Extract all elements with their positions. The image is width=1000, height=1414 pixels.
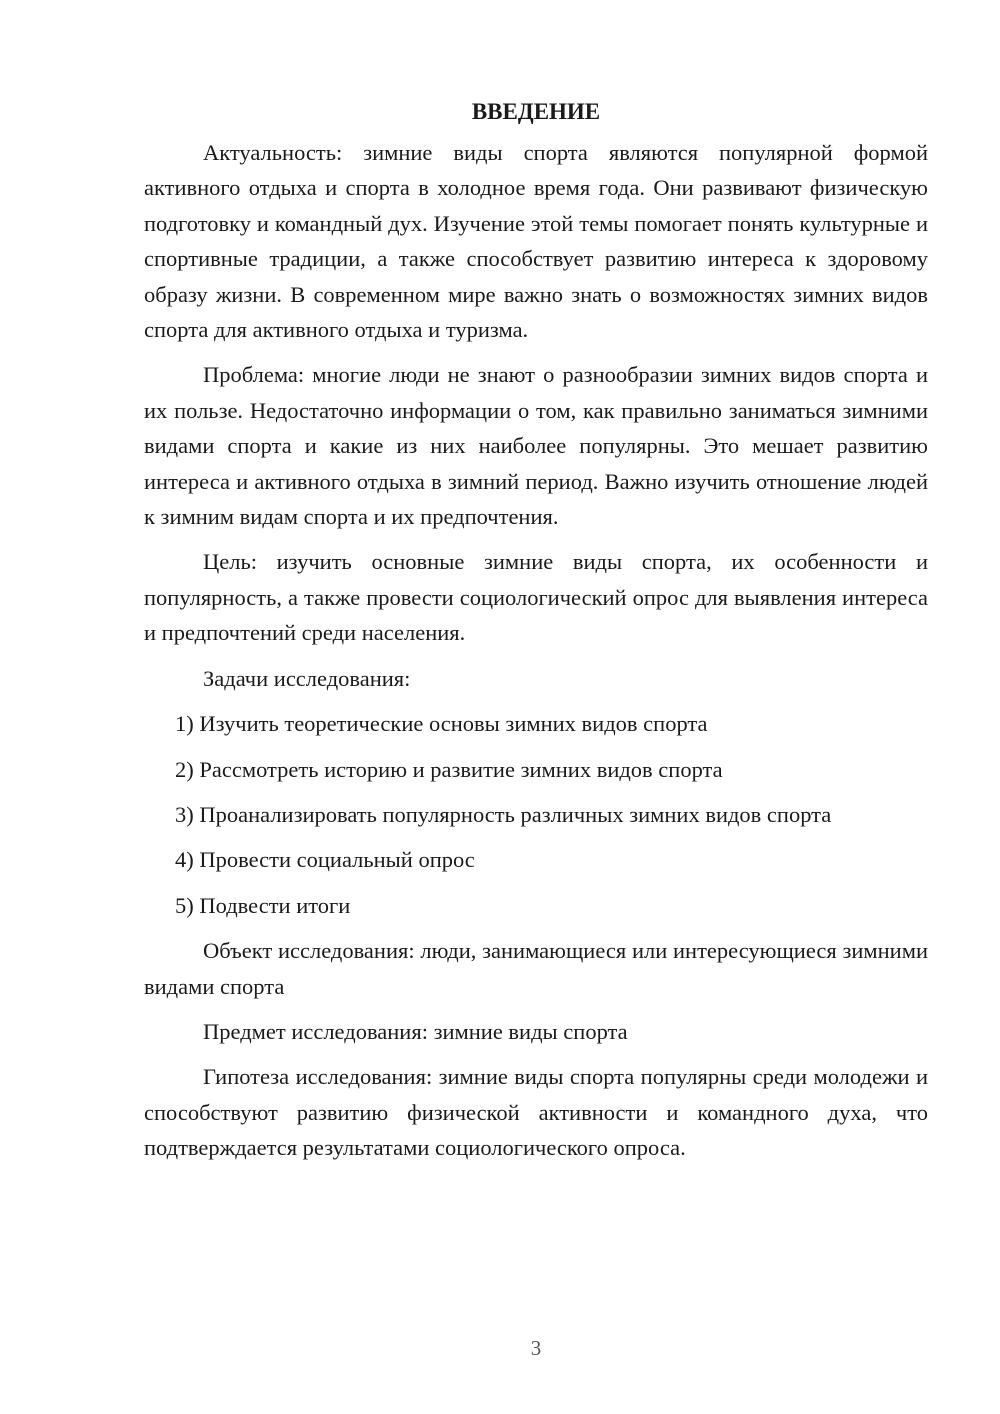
hypothesis-paragraph: Гипотеза исследования: зимние виды спорта популярны среди молодежи и способствуют развитию физической активности и командного духа, что подтверждается результатами социологического опроса.: [144, 1064, 928, 1161]
page-number: 3: [530, 1336, 542, 1360]
task-item: 5) Подвести итоги: [175, 892, 351, 918]
task-item: 4) Провести социальный опрос: [175, 847, 475, 873]
page-title: ВВЕДЕНИЕ: [471, 99, 601, 124]
tasks-title: Задачи исследования:: [203, 665, 411, 691]
subject-paragraph: Предмет исследования: зимние виды спорта: [203, 1018, 628, 1044]
tasks-list: [144, 706, 928, 923]
task-item: 2) Рассмотреть историю и развитие зимних видов спорта: [175, 756, 723, 782]
object-paragraph: Объект исследования: люди, занимающиеся или интересующиеся зимними видами спорта: [144, 938, 928, 999]
goal-paragraph: Цель: изучить основные зимние виды спорта, их особенности и популярность, а также провести социологический опрос для выявления интереса и предпочтений среди населения.: [144, 549, 928, 646]
document-page: [144, 94, 928, 1176]
relevance-paragraph: Актуальность: зимние виды спорта являются популярной формой активного отдыха и спорта в холодное время года. Они развивают физическую подготовку и командный дух. Изучение этой темы помогает понять культурные и спортивные традиции, а также способствует развитию интереса к здоровому образу жизни. В современном мире важно знать о возможностях зимних видов спорта для активного отдыха и туризма.: [144, 140, 928, 343]
task-item: 1) Изучить теоретические основы зимних видов спорта: [175, 711, 708, 737]
task-item: 3) Проанализировать популярность различных зимних видов спорта: [175, 801, 832, 827]
problem-paragraph: Проблема: многие люди не знают о разнообразии зимних видов спорта и их пользе. Недостаточно информации о том, как правильно заниматься зимними видами спорта и какие из них наиболее популярны. Это мешает развитию интереса и активного отдыха в зимний период. Важно изучить отношение людей к зимним видам спорта и их предпочтения.: [144, 362, 928, 530]
